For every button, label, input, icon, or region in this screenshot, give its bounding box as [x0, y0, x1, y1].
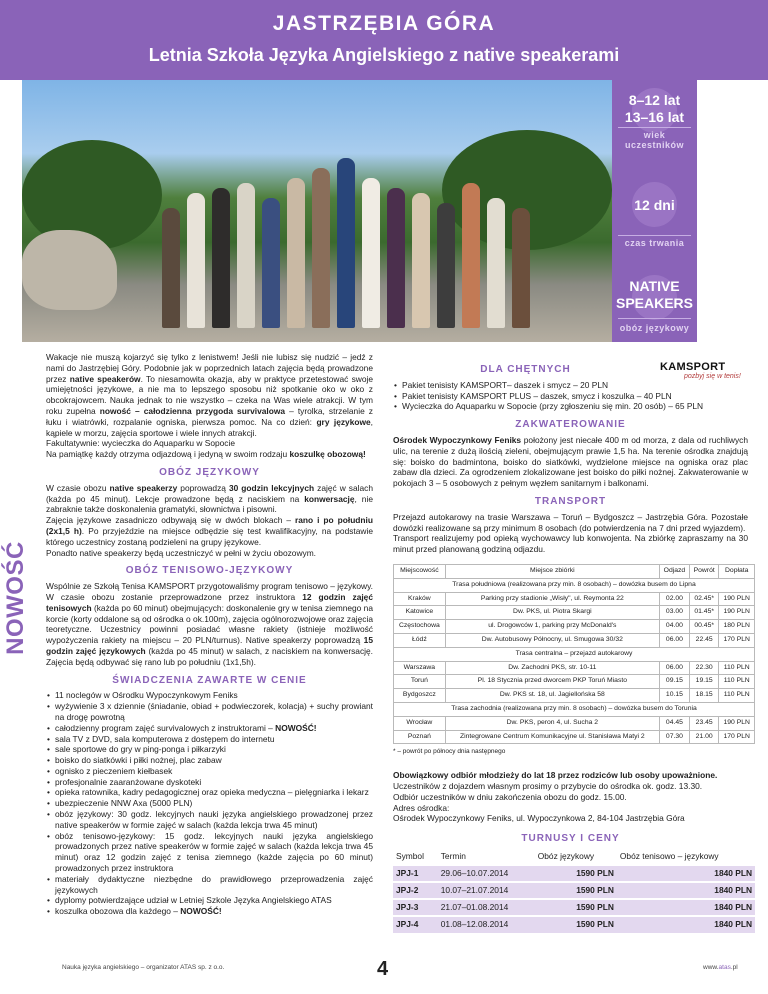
text-run-bold: 12 godzin zajęć tenisowych: [46, 591, 373, 613]
table-cell: 110 PLN: [719, 675, 755, 689]
transport-footnote: * – powrót po północy dnia następnego: [393, 748, 506, 756]
text-run-bold: konwersację: [304, 493, 355, 504]
text-run: atas: [718, 964, 731, 971]
table-cell: 190 PLN: [719, 716, 755, 730]
photo-person: [387, 188, 405, 328]
table-group-row: [394, 578, 755, 592]
table-cell: Katowice: [394, 606, 446, 620]
list-item: [46, 723, 373, 734]
section-title-transport: TRANSPORT: [534, 495, 607, 507]
list-item: • Wycieczka do Aquaparku w Sopocie (przy zgłoszeniu się min. 20 osób) – 65 PLN: [393, 401, 748, 412]
text-run: . To niesamowita okazja, aby w praktyce przetestować swoje umiejętności językowe, a nie ma to lepszego sposobu niż spotkanie oko w oko z obcokrajowcem. Nauka jednak to nie wszystko – czeka na Was wiele atrakcji. W tym roku zupełna: [46, 373, 373, 416]
text-run-bold: NOWOŚĆ!: [275, 722, 317, 733]
age-label: [612, 130, 697, 150]
text-run: (każda po 45 minut) w salach, z naciskiem na konwersację. Zajęcia będą odbywać się rano lub po południu (1x1,5h).: [46, 645, 373, 667]
text-run-bold: Ośrodek Wypoczynkowy Feniks: [393, 434, 522, 445]
table-cell: Wrocław: [394, 716, 446, 730]
table-cell: Częstochowa: [394, 620, 446, 634]
table-cell: 01.45*: [689, 606, 719, 620]
column-header: Termin: [440, 850, 466, 861]
age-block: [612, 92, 697, 126]
table-cell: 06.00: [659, 633, 689, 647]
table-cell: 1590 PLN: [535, 865, 617, 882]
native-line-1: NATIVE: [629, 278, 680, 294]
table-cell: 22.30: [689, 661, 719, 675]
text-run: W czasie obozu: [46, 482, 110, 493]
photo-person: [187, 193, 205, 328]
new-vertical-text: NOWOŚĆ: [2, 541, 29, 655]
table-cell: 09.15: [659, 675, 689, 689]
table-cell: Poznań: [394, 730, 446, 744]
table-cell: 170 PLN: [719, 633, 755, 647]
page-title: JASTRZĘBIA GÓRA: [272, 12, 496, 35]
text-run-bold: NOWOŚĆ!: [180, 906, 222, 917]
table-cell: Dw. PKS, ul. Piotra Skargi: [445, 606, 659, 620]
column-header: Miejsce zbiórki: [445, 564, 659, 578]
table-cell: Dw. PKS, peron 4, ul. Sucha 2: [445, 716, 659, 730]
left-column: [46, 352, 373, 917]
transport-paragraph: Przejazd autokarowy na trasie Warszawa – Toruń – Bydgoszcz – Jastrzębia Góra. Pozostałe dowózki realizowane są przy minimum 8 osobach (do potwierdzenia na 7 dni przed wyjazdem).: [393, 511, 748, 533]
text-run: , kąpiele w morzu, zajęcia sportowe i wiele innych atrakcji.: [46, 416, 373, 438]
text-run: Wspólnie ze Szkołą Tenisa KAMSPORT przygotowaliśmy program tenisowo – językowy. W czasie obozu zostanie przeprowadzone przez instruktora: [46, 581, 373, 602]
intro-optional-trip: Fakultatywnie: wycieczka do Aquaparku w Sopocie: [46, 438, 236, 449]
table-row: [394, 592, 755, 606]
pickup-info: [393, 770, 748, 824]
table-row: [394, 661, 755, 675]
text-run: położony jest niecałe 400 m od morza, z dala od ruchliwych ulic, na terenie z dużą ilością zieleni, obejmującym prawie 1,5 ha. Na terenie ośrodka znajdują się: boisko do badmintona, boisko do siatkówki, wydzielone miejsce na ogniska oraz plac zabaw dla dzieci. Za ogrodzeniem zlokalizowane jest boisko do piłki nożnej. Zakwaterowanie w pokojach 3 – 5 osobowych z pełnym węzłem sanitarnym i balkonami.: [393, 434, 749, 489]
text-run: – tyrolka, strzelanie z łuku i wiatrówki, rozpalanie ogniska, pierwsza pomoc. Na co dzień:: [46, 405, 373, 427]
table-cell: Zintegrowane Centrum Komunikacyjne ul. Stanisława Matyi 2: [445, 730, 659, 744]
table-cell: 170 PLN: [719, 730, 755, 744]
table-row: [394, 716, 755, 730]
footer-organizer: Nauka języka angielskiego – organizator ATAS sp. z o.o.: [62, 964, 225, 971]
table-row: [394, 620, 755, 634]
table-row: [393, 916, 755, 933]
column-header: Symbol: [396, 850, 424, 861]
table-cell: 110 PLN: [719, 661, 755, 675]
table-cell: Dw. Autobusowy Północny, ul. Smugowa 30/32: [445, 633, 659, 647]
address-value: Ośrodek Wypoczynkowy Feniks, ul. Wypoczynkowa 2, 84-104 Jastrzębia Góra: [393, 813, 685, 824]
text-run-bold: native speakerów: [69, 373, 141, 384]
table-row: [394, 675, 755, 689]
table-cell: 1840 PLN: [617, 899, 755, 916]
list-item: [46, 906, 373, 917]
sidebar-divider: [618, 318, 691, 319]
text-run: poprowadzą: [177, 482, 229, 493]
photo-person: [287, 178, 305, 328]
text-run: , nie zabraknie także doskonalenia gramatyki, słownictwa i pisowni.: [46, 493, 373, 515]
table-cell: 21.07–01.08.2014: [438, 899, 535, 916]
native-line-2: SPEAKERS: [615, 295, 694, 311]
text-run: . Po przyjeździe na miejsce odbędzie się test kwalifikacyjny, na podstawie którego uczestnicy zostaną podzieleni na grupy językowe.: [46, 525, 373, 547]
transport-paragraph-2: Transport realizujemy pod opieką wychowawcy lub konwojenta. Na zbiórkę zapraszamy na 30 minut przed planowaną godziną odjazdu.: [393, 533, 748, 555]
table-cell: Dw. PKS st. 18, ul. Jagiellońska 58: [445, 689, 659, 703]
route-group-label: Trasa centralna – przejazd autokarowy: [394, 647, 755, 661]
table-cell: 00.45*: [689, 620, 719, 634]
kamsport-logo-text: KAMSPORT: [660, 361, 726, 373]
text-run: Wakacje nie muszą kojarzyć się tylko z lenistwem! Jeśli nie lubisz się nudzić – jedź z nami do Jastrzębiej Góry. Podobnie jak w poprzednich latach zajęcia będą prowadzone przez: [46, 352, 373, 384]
language-camp-paragraph-2: [46, 515, 373, 547]
text-run: całodzienny program zajęć survivalowych z instruktorami –: [55, 722, 276, 733]
table-group-row: [394, 702, 755, 716]
pickup-end: Odbiór uczestników w dniu zakończenia obozu do godz. 15.00.: [393, 791, 627, 802]
duration-label-text: czas trwania: [624, 238, 685, 248]
right-column: [393, 364, 752, 933]
table-cell: 01.08–12.08.2014: [438, 916, 535, 933]
native-label-text: obóz językowy: [619, 323, 690, 333]
photo-person: [462, 183, 480, 328]
table-cell: ul. Drogowców 1, parking przy McDonald's: [445, 620, 659, 634]
table-cell: 18.15: [689, 689, 719, 703]
text-run: koszulka obozowa dla każdego –: [55, 906, 181, 917]
table-cell: 1590 PLN: [535, 916, 617, 933]
photo-rock: [22, 230, 117, 310]
footer-website: [703, 964, 738, 971]
table-header-row: [393, 849, 755, 865]
section-title-tennis-camp: OBÓZ TENISOWO-JĘZYKOWY: [125, 565, 294, 577]
native-label: [612, 323, 697, 333]
intro-tshirt: [46, 449, 373, 460]
column-header: Powrót: [689, 564, 719, 578]
route-group-label: Trasa zachodnia (realizowana przy min. 8 osobach) – dowózka busem do Torunia: [394, 702, 755, 716]
column-header: Dopłata: [719, 564, 755, 578]
list-item: • materiały dydaktyczne niezbędne do prawidłowego przeprowadzenia zajęć językowych: [46, 874, 373, 896]
section-title-sessions: TURNUSY I CENY: [521, 833, 620, 845]
list-item: • obóz językowy: 30 godz. lekcyjnych nauki języka angielskiego prowadzonej przez native speakerów w formie zajęć w salach (każda lekcja trwa 45 minut): [46, 809, 373, 831]
photo-person: [337, 158, 355, 328]
text-run: .pl: [730, 964, 738, 971]
intro-paragraph: [46, 352, 373, 438]
text-run: Zajęcia językowe zasadniczo odbywają się w dwóch blokach –: [46, 515, 295, 526]
table-cell: 04.00: [659, 620, 689, 634]
text-run-bold: gry językowe: [316, 416, 371, 427]
photo-person: [262, 198, 280, 328]
table-row: [393, 882, 755, 899]
column-header: Obóz tenisowo – językowy: [619, 850, 719, 861]
table-cell: Parking przy stadionie „Wisły", ul. Reymonta 22: [445, 592, 659, 606]
table-cell: 1840 PLN: [617, 882, 755, 899]
duration-value: 12 dni: [634, 197, 675, 213]
list-item: • obóz tenisowo-językowy: 15 godz. lekcyjnych nauki języka angielskiego prowadzonych przez native speakerów w formie zajęć w salach (każda lekcja trwa 45 minut) oraz 12 godzin zajęć z tenisa ziemnego (każde zajęcia po 60 minut) prowadzonych przez instruktora: [46, 831, 373, 874]
header-banner: [0, 0, 768, 80]
optional-list: [393, 380, 748, 412]
native-block: [612, 278, 697, 312]
table-cell: Dw. Zachodni PKS, str. 10-11: [445, 661, 659, 675]
table-cell: 29.06–10.07.2014: [438, 865, 535, 882]
text-run-bold: native speakerzy: [109, 482, 178, 493]
accommodation-paragraph: [393, 435, 748, 489]
list-item: • Pakiet tenisisty KAMSPORT PLUS – daszek, smycz i koszulka – 40 PLN: [393, 391, 748, 402]
table-cell: 1840 PLN: [617, 916, 755, 933]
language-camp-paragraph: [46, 483, 373, 515]
info-sidebar: [612, 80, 697, 342]
table-row: [393, 865, 755, 882]
photo-person: [362, 178, 380, 328]
photo-person: [212, 188, 230, 328]
table-cell: 07.30: [659, 730, 689, 744]
list-item: • ognisko z pieczeniem kiełbasek: [46, 766, 373, 777]
table-cell: JPJ-1: [393, 865, 438, 882]
section-title-included: ŚWIADCZENIA ZAWARTE W CENIE: [112, 674, 307, 686]
table-row: [394, 633, 755, 647]
photo-person: [487, 198, 505, 328]
duration-block: [612, 197, 697, 214]
list-item: • boisko do siatkówki i piłki nożnej, plac zabaw: [46, 755, 373, 766]
section-title-accommodation: ZAKWATEROWANIE: [515, 419, 626, 431]
list-item: • sala TV z DVD, sala komputerowa z dostępem do internetu: [46, 734, 373, 745]
photo-person: [312, 168, 330, 328]
text-run: www.: [703, 964, 719, 971]
list-item: • profesjonalnie zaaranżowane dyskoteki: [46, 777, 373, 788]
photo-person: [412, 193, 430, 328]
table-header-row: [394, 564, 755, 578]
table-cell: Pl. 18 Stycznia przed dworcem PKP Toruń Miasto: [445, 675, 659, 689]
list-item: • opieka ratownika, kadry pedagogicznej oraz opieka medyczna – pielęgniarka i lekarz: [46, 787, 373, 798]
text-run-bold: nowość – całodzienna przygoda survivalowa: [99, 405, 286, 416]
table-cell: JPJ-4: [393, 916, 438, 933]
sidebar-divider: [618, 235, 691, 236]
table-cell: 190 PLN: [719, 592, 755, 606]
address-label: Adres ośrodka:: [393, 802, 450, 813]
kamsport-slogan: pozbyj się w tenis!: [684, 373, 741, 380]
table-cell: 10.15: [659, 689, 689, 703]
table-row: [394, 730, 755, 744]
photo-person: [237, 183, 255, 328]
list-item: • ubezpieczenie NNW Axa (5000 PLN): [46, 798, 373, 809]
text-run-bold: 30 godzin lekcyjnych: [228, 482, 315, 493]
table-cell: 02.45*: [689, 592, 719, 606]
table-cell: 190 PLN: [719, 606, 755, 620]
table-cell: 110 PLN: [719, 689, 755, 703]
age-range-1: 8–12 lat: [628, 92, 681, 108]
duration-label: [612, 238, 697, 248]
age-range-2: 13–16 lat: [624, 109, 685, 125]
table-cell: 10.07–21.07.2014: [438, 882, 535, 899]
photo-person: [512, 208, 530, 328]
table-group-row: [394, 647, 755, 661]
table-cell: 19.15: [689, 675, 719, 689]
photo-person: [162, 208, 180, 328]
text-run-bold: rano i po południu (2x1,5 h): [46, 515, 373, 536]
route-group-label: Trasa południowa (realizowana przy min. 8 osobach) – dowózka busem do Lipna: [394, 578, 755, 592]
pickup-required: Obowiązkowy odbiór młodzieży do lat 18 przez rodziców lub osoby upoważnione.: [393, 770, 718, 781]
text-run-bold: 15 godzin zajęć językowych: [46, 635, 373, 656]
column-header: Miejscowość: [394, 564, 446, 578]
column-header: Obóz językowy: [537, 850, 595, 861]
group-photo: [22, 80, 612, 342]
section-title-language-camp: OBÓZ JĘZYKOWY: [159, 466, 260, 478]
table-cell: JPJ-2: [393, 882, 438, 899]
table-cell: 1840 PLN: [617, 865, 755, 882]
pickup-arrival: Uczestników z dojazdem własnym prosimy o przybycie do ośrodka ok. godz. 13.30.: [393, 780, 703, 791]
table-cell: 23.45: [689, 716, 719, 730]
table-cell: 02.00: [659, 592, 689, 606]
transport-table: [393, 564, 755, 744]
table-cell: Łódź: [394, 633, 446, 647]
table-row: [393, 899, 755, 916]
table-cell: 04.45: [659, 716, 689, 730]
photo-person: [437, 203, 455, 328]
page-subtitle: Letnia Szkoła Języka Angielskiego z native speakerami: [148, 45, 620, 65]
table-cell: Bydgoszcz: [394, 689, 446, 703]
table-cell: Warszawa: [394, 661, 446, 675]
list-item: • sale sportowe do gry w ping-ponga i piłkarzyki: [46, 744, 373, 755]
table-cell: 1590 PLN: [535, 882, 617, 899]
column-header: Odjazd: [659, 564, 689, 578]
table-cell: 21.00: [689, 730, 719, 744]
text-run: zajęć w salach (każda po 45 minut). Lekcje prowadzone będą z naciskiem na: [46, 482, 373, 504]
table-cell: 06.00: [659, 661, 689, 675]
text-run: (każda po 60 minut) obejmujących: doskonalenie gry w tenisa ziemnego na korcie (korty oddalone są od ośrodka o ok.100m), zajęcia ogólnorozwojowe oraz zajęcia teoretyczne. Uczestnicy powinni posiadać własne rakiety (istnieje możliwość wypożyczenia rakiety na miejscu – 20 PLN/turnus). Native speakerzy poprowadzą: [46, 602, 373, 646]
page-number: 4: [377, 958, 389, 980]
new-vertical-label: [1, 510, 31, 690]
table-cell: 1590 PLN: [535, 899, 617, 916]
table-cell: 22.45: [689, 633, 719, 647]
age-label-line-1: wiek: [643, 130, 666, 140]
sessions-table: [393, 849, 755, 933]
table-cell: Toruń: [394, 675, 446, 689]
list-item: • dyplomy potwierdzające udział w Letniej Szkole Języka Angielskiego ATAS: [46, 895, 373, 906]
language-camp-paragraph-3: Ponadto native speakerzy będą uczestniczyć w pełni w życiu obozowym.: [46, 547, 316, 558]
table-cell: 180 PLN: [719, 620, 755, 634]
age-label-line-2: uczestników: [624, 140, 684, 150]
included-list: [46, 690, 373, 917]
table-cell: Kraków: [394, 592, 446, 606]
table-cell: 03.00: [659, 606, 689, 620]
table-row: [394, 606, 755, 620]
list-item: • Pakiet tenisisty KAMSPORT– daszek i smycz – 20 PLN: [393, 380, 748, 391]
text-run-bold: koszulkę obozową!: [289, 449, 366, 460]
list-item: • wyżywienie 3 x dziennie (śniadanie, obiad + podwieczorek, kolacja) + suchy prowiant na drogę powrotną: [46, 701, 373, 723]
table-row: [394, 689, 755, 703]
list-item: • 11 noclegów w Ośrodku Wypoczynkowym Feniks: [46, 690, 373, 701]
tennis-camp-paragraph: [46, 581, 373, 667]
text-run: Na pamiątkę każdy otrzyma odjazdową i jedyną w swoim rodzaju: [46, 449, 290, 460]
sidebar-divider: [618, 127, 691, 128]
section-title-optional: DLA CHĘTNYCH: [480, 364, 571, 375]
table-cell: JPJ-3: [393, 899, 438, 916]
